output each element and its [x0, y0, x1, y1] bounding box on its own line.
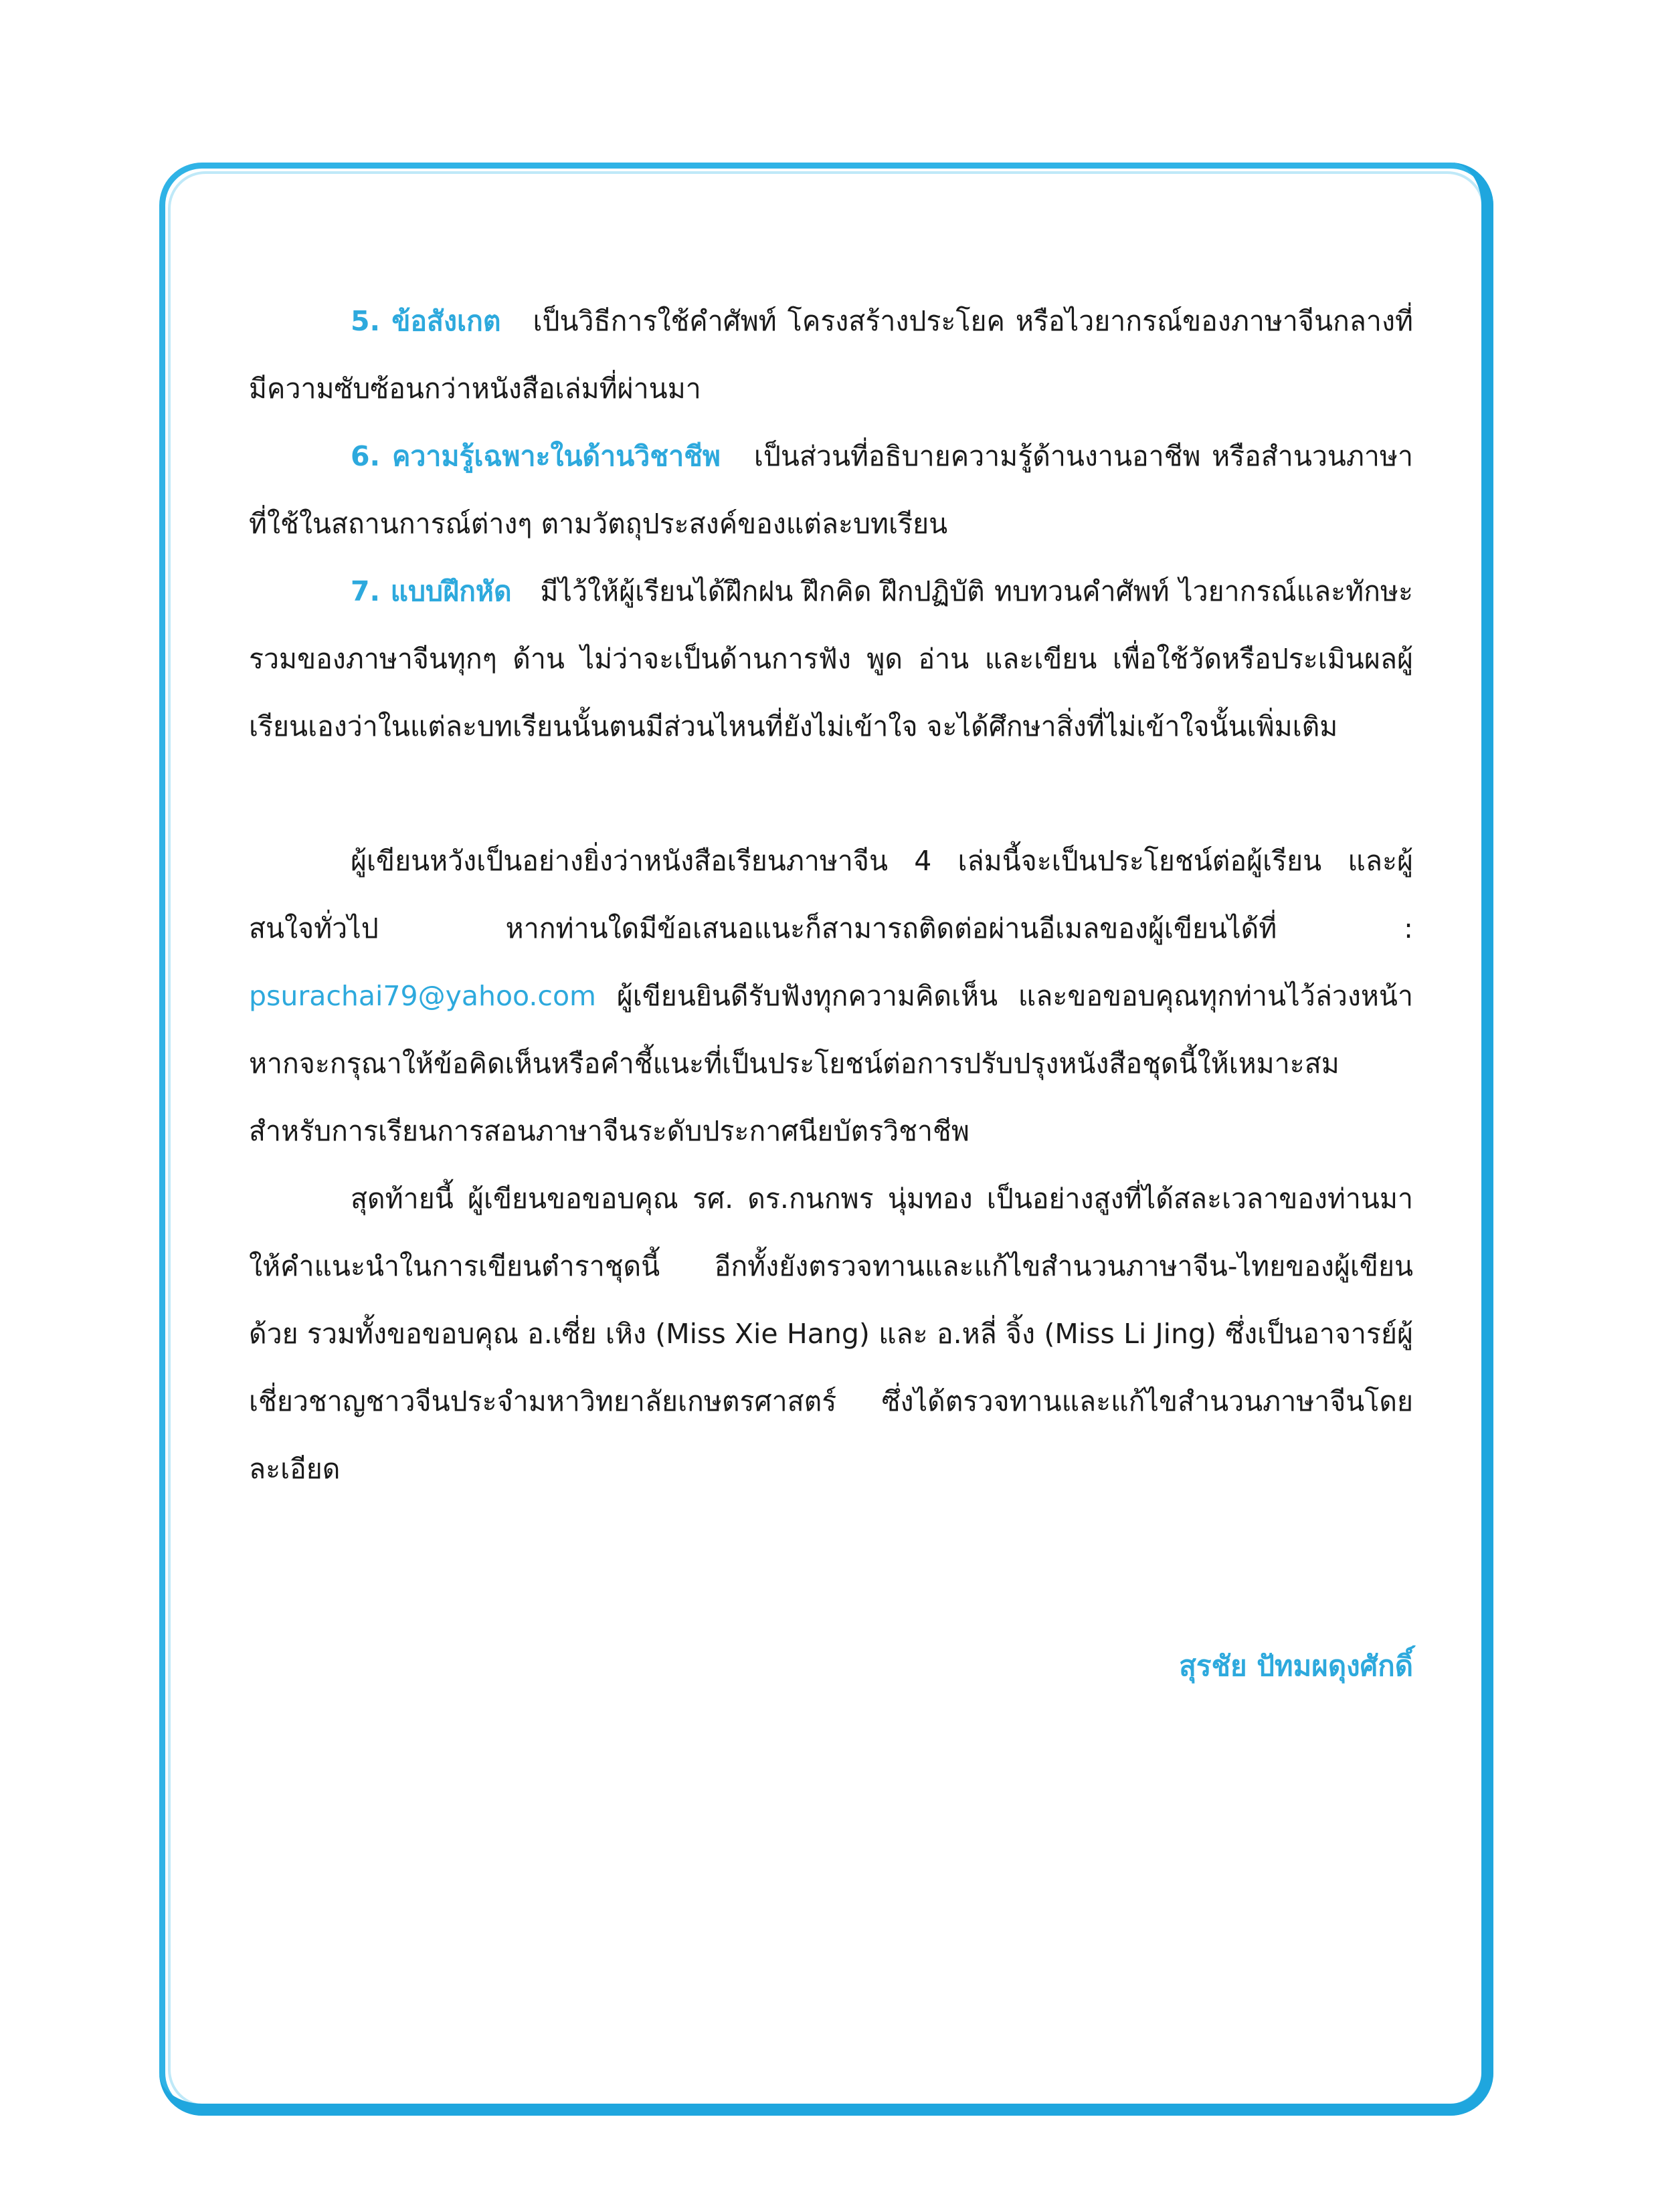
section-gap [249, 761, 1413, 827]
item-7-text: มีไว้ให้ผู้เรียนได้ฝึกฝน ฝึกคิด ฝึกปฏิบัติ ทบทวนคำศัพท์ ไวยากรณ์และทักษะรวมของภาษาจีนทุกๆ ด้าน ไม่ว่าจะเป็นด้านการฟัง พูด อ่าน และเขียน เพื่อใช้วัดหรือประเมินผลผู้เรียนเองว่าในแต่ละบทเรียนนั้นตนมีส่วนไหนที่ยังไม่เข้าใจ จะได้ศึกษาสิ่งที่ไม่เข้าใจนั้นเพิ่มเติม [249, 575, 1413, 742]
item-7-heading: 7. แบบฝึกหัด [351, 575, 512, 607]
thanks-text: สุดท้ายนี้ ผู้เขียนขอขอบคุณ รศ. ดร.กนกพร นุ่มทอง เป็นอย่างสูงที่ได้สละเวลาของท่านมาให้คำแนะนำในการเขียนตำราชุดนี้ อีกทั้งยังตรวจทานและแก้ไขสำนวนภาษาจีน-ไทยของผู้เขียนด้วย รวมทั้งขอขอบคุณ อ.เซี่ย เหิง (Miss Xie Hang) และ อ.หลี่ จิ้ง (Miss Li Jing) ซึ่งเป็นอาจารย์ผู้เชี่ยวชาญชาวจีนประจำมหาวิทยาลัยเกษตรศาสตร์ ซึ่งได้ตรวจทานและแก้ไขสำนวนภาษาจีนโดยละเอียด [249, 1183, 1413, 1485]
item-6-heading: 6. ความรู้เฉพาะในด้านวิชาชีพ [351, 440, 721, 472]
item-6-text: เป็นส่วนที่อธิบายความรู้ด้านงานอาชีพ หรือสำนวนภาษาที่ใช้ในสถานการณ์ต่างๆ ตามวัตถุประสงค์ของแต่ละบทเรียน [249, 440, 1413, 540]
closing-part1: ผู้เขียนหวังเป็นอย่างยิ่งว่าหนังสือเรียนภาษาจีน 4 เล่มนี้จะเป็นประโยชน์ต่อผู้เรียน และผู้สนใจทั่วไป หากท่านใดมีข้อเสนอแนะก็สามารถติดต่อผ่านอีเมลของผู้เขียนได้ที่ : [249, 845, 1413, 944]
author-signature: สุรชัย ปัทมผดุงศักดิ์ [1179, 1649, 1413, 1682]
closing-paragraph [249, 827, 1413, 1165]
item-5-text: เป็นวิธีการใช้คำศัพท์ โครงสร้างประโยค หรือไวยากรณ์ของภาษาจีนกลางที่มีความซับซ้อนกว่าหนังสือเล่มที่ผ่านมา [249, 305, 1413, 405]
item-5-heading: 5. ข้อสังเกต [351, 305, 501, 337]
item-6 [249, 423, 1413, 558]
item-7 [249, 558, 1413, 761]
closing-part2: ผู้เขียนยินดีรับฟังทุกความคิดเห็น และขอขอบคุณทุกท่านไว้ล่วงหน้า หากจะกรุณาให้ข้อคิดเห็นหรือคำชี้แนะที่เป็นประโยชน์ต่อการปรับปรุงหนังสือชุดนี้ให้เหมาะสมสำหรับการเรียนการสอนภาษาจีนระดับประกาศนียบัตรวิชาชีพ [249, 980, 1413, 1147]
page-content [249, 288, 1413, 1503]
thanks-paragraph [249, 1165, 1413, 1503]
item-5 [249, 288, 1413, 423]
author-email-link[interactable]: psurachai79@yahoo.com [249, 980, 596, 1012]
